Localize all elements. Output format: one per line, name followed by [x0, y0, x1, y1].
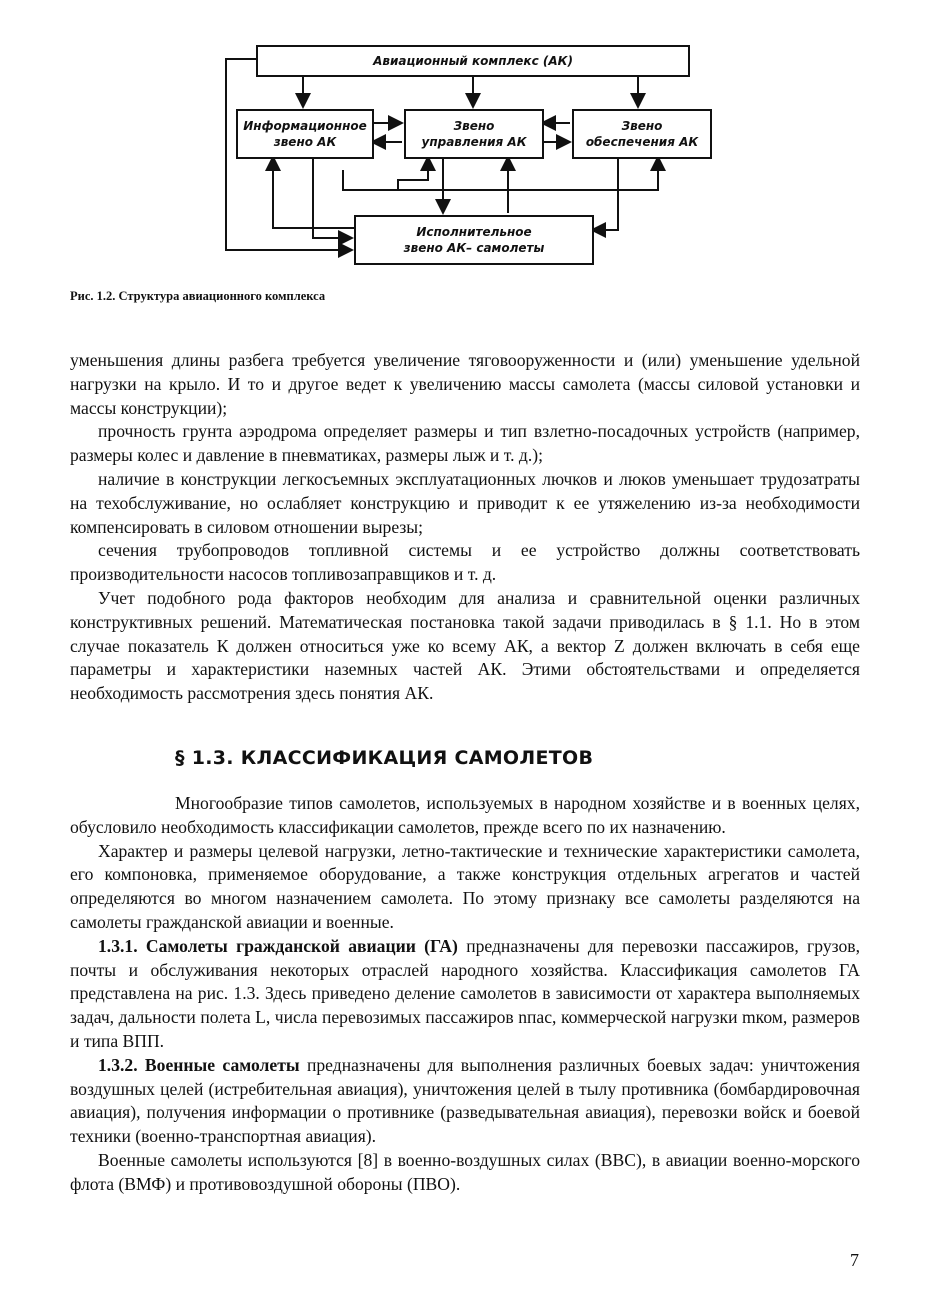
box-supply-link: Звено обеспечения АК — [572, 109, 712, 159]
box-executive-link: Исполнительное звено АК– самолеты — [354, 215, 594, 265]
paragraph: прочность грунта аэродрома определяет размеры и тип взлетно-посадочных устройств (например, размеры колес и давление в пневматиках, размеры лыж и т. д.); — [70, 421, 860, 466]
paragraph: наличие в конструкции легкосъемных эксплуатационных лючков и люков уменьшает трудозатраты на техобслуживание, но ослабляет конструкцию и приводит к ее утяжелению из-за необходимости компенсировать в силовом отношении вырезы; — [70, 468, 860, 537]
page-number: 7 — [850, 1250, 859, 1270]
structure-diagram — [218, 40, 718, 275]
subsection-title: 1.3.2. Военные самолеты — [98, 1054, 300, 1075]
box-aviation-complex: Авиационный комплекс (АК) — [256, 45, 690, 77]
paragraph — [70, 935, 860, 1054]
paragraph: уменьшения длины разбега требуется увеличение тяговооруженности и (или) уменьшение удельной нагрузки на крыло. И то и другое ведет к увеличению массы самолета (массы силовой установки и массы конструкции); — [70, 350, 860, 418]
body-text-top — [70, 349, 860, 706]
body-text-bottom — [70, 792, 860, 1197]
paragraph-text: предназначены для перевозки пассажиров, грузов, почты и обслуживания некоторых отраслей народного хозяйства. Классификация самолетов ГА представлена на рис. 1.3. Здесь приведено деление самолетов в зависимости от характера выполняемых задач, дальности полета L, числа перевозимых пассажиров nпас, коммерческой нагрузки mком, размеров и типа ВПП. — [70, 935, 860, 1051]
section-heading: § 1.3. КЛАССИФИКАЦИЯ САМОЛЕТОВ — [175, 747, 594, 769]
paragraph: сечения трубопроводов топливной системы и ее устройство должны соответствовать производительности насосов топливозаправщиков и т. д. — [70, 540, 860, 585]
subsection-title: 1.3.1. Самолеты гражданской авиации (ГА) — [98, 935, 458, 956]
paragraph: Учет подобного рода факторов необходим для анализа и сравнительной оценки различных конструктивных решений. Математическая постановка такой задачи приводилась в § 1.1. Но в этом случае показатель К должен относиться уже ко всему АК, а вектор Z должен включать в себя еще параметры и характеристики наземных частей АК. Этими обстоятельствами и определяется необходимость рассмотрения здесь понятия АК. — [70, 587, 860, 704]
paragraph — [70, 1054, 860, 1149]
box-control-link: Звено управления АК — [404, 109, 544, 159]
paragraph: Характер и размеры целевой нагрузки, летно-тактические и технические характеристики самолета, его компоновка, применяемое оборудование, а также конструкция отдельных агрегатов и частей определяются во многом назначением самолета. По этому признаку все самолеты разделяются на самолеты гражданской авиации и военные. — [70, 840, 860, 932]
paragraph: Многообразие типов самолетов, используемых в народном хозяйстве и в военных целях, обусловило необходимость классификации самолетов, прежде всего по их назначению. — [70, 793, 860, 837]
box-info-link: Информационное звено АК — [236, 109, 374, 159]
figure-caption: Рис. 1.2. Структура авиационного комплекса — [70, 289, 326, 303]
paragraph-text: предназначены для выполнения различных боевых задач: уничтожения воздушных целей (истребительная авиация), уничтожения целей в тылу противника (бомбардировочная авиация), получения информации о противнике (разведывательная авиация), перевозки войск и боевой техники (военно-транспортная авиация). — [70, 1054, 860, 1147]
paragraph: Военные самолеты используются [8] в военно-воздушных силах (ВВС), в авиации военно-морского флота (ВМФ) и противовоздушной обороны (ПВО). — [70, 1149, 860, 1194]
